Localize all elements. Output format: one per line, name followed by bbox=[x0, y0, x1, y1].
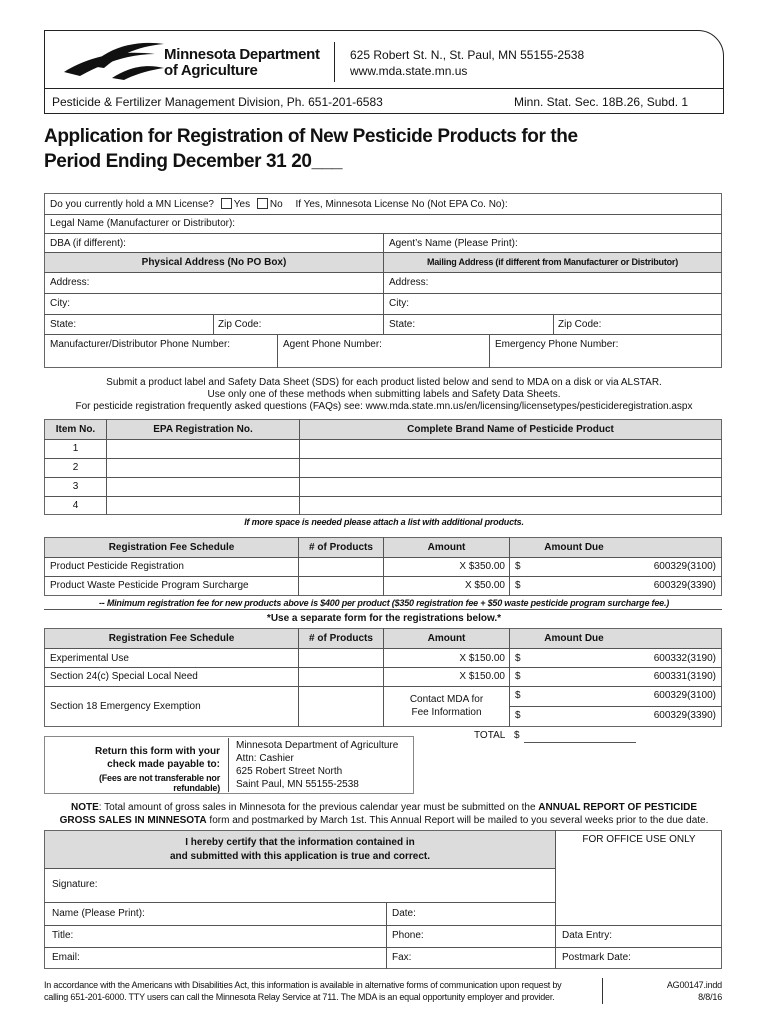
separate-form-note: *Use a separate form for the registrations below.* bbox=[266, 613, 502, 624]
physical-zip-field[interactable]: Zip Code: bbox=[218, 319, 262, 330]
fees2-row1-dollar[interactable]: $ bbox=[515, 653, 521, 664]
ada-statement-line-2: calling 651-201-6000. TTY users can call the Minnesota Relay Service at 711. The MDA is an equal opportunity employer and provider. bbox=[44, 992, 555, 1002]
statute-line: Minn. Stat. Sec. 18B.26, Subd. 1 bbox=[514, 95, 689, 109]
mailing-city-field[interactable]: City: bbox=[389, 298, 409, 309]
fees1-header-count: # of Products bbox=[309, 542, 373, 553]
fees2-header-count: # of Products bbox=[309, 633, 373, 644]
print-name-field[interactable]: Name (Please Print): bbox=[52, 908, 145, 919]
fees1-row1-amount: X $350.00 bbox=[459, 561, 505, 572]
section18-contact: Contact MDA for Fee Information bbox=[409, 694, 484, 718]
payable-address-3: 625 Robert Street North bbox=[236, 766, 343, 777]
note-bold-2: GROSS SALES IN MINNESOTA bbox=[59, 815, 207, 826]
certify-line-1: I hereby certify that the information contained in bbox=[185, 837, 415, 848]
fees2-header-schedule: Registration Fee Schedule bbox=[108, 633, 235, 644]
total-label: TOTAL bbox=[474, 730, 506, 741]
total-dollar: $ bbox=[514, 730, 520, 741]
fees2-header-amount: Amount bbox=[427, 633, 466, 644]
license-no-label: No bbox=[269, 199, 283, 210]
fees1-row2-amount: X $50.00 bbox=[464, 580, 505, 591]
fees2-header-due: Amount Due bbox=[544, 633, 604, 644]
product-row-1-num: 1 bbox=[72, 443, 79, 454]
phone-field[interactable]: Phone: bbox=[392, 930, 424, 941]
form-date: 8/8/16 bbox=[698, 992, 722, 1002]
note-text-1: : Total amount of gross sales in Minnesota for the previous calendar year must be submitted on the bbox=[98, 802, 539, 813]
agent-phone-field[interactable]: Agent Phone Number: bbox=[283, 339, 382, 350]
mda-address: 625 Robert St. N., St. Paul, MN 55155-2538 bbox=[350, 48, 585, 62]
mailing-zip-field[interactable]: Zip Code: bbox=[558, 319, 602, 330]
title-field[interactable]: Title: bbox=[52, 930, 74, 941]
email-field[interactable]: Email: bbox=[52, 952, 80, 963]
payable-address-4: Saint Paul, MN 55155-2538 bbox=[236, 779, 359, 790]
fees1-row2-label: Product Waste Pesticide Program Surcharge bbox=[50, 580, 249, 591]
physical-state-field[interactable]: State: bbox=[50, 319, 77, 330]
instruction-line-1: Submit a product label and Safety Data Sheet (SDS) for each product listed below and send to MDA on a disk or via ALSTAR. bbox=[106, 377, 662, 388]
payable-line-3: (Fees are not transferable nor refundable) bbox=[98, 773, 220, 793]
form-title-line1: Application for Registration of New Pesticide Products for the bbox=[44, 126, 578, 147]
fees1-header-amount: Amount bbox=[427, 542, 466, 553]
products-more-space-note: If more space is needed please attach a list with additional products. bbox=[244, 517, 524, 527]
section18-label: Section 18 Emergency Exemption bbox=[50, 701, 201, 712]
ada-statement-line-1: In accordance with the Americans with Disabilities Act, this information is available in alternative forms of communication upon request by bbox=[44, 980, 562, 990]
license-yes-label: Yes bbox=[233, 199, 251, 210]
section18-dollar-1[interactable]: $ bbox=[515, 690, 521, 701]
product-row-3-num: 3 bbox=[72, 481, 79, 492]
emergency-phone-field[interactable]: Emergency Phone Number: bbox=[495, 339, 619, 350]
date-field[interactable]: Date: bbox=[392, 908, 416, 919]
legal-name-label[interactable]: Legal Name (Manufacturer or Distributor): bbox=[50, 218, 236, 229]
products-header-item: Item No. bbox=[55, 424, 96, 435]
fees1-header-schedule: Registration Fee Schedule bbox=[108, 542, 235, 553]
fees1-header-due: Amount Due bbox=[544, 542, 604, 553]
section18-code-2: 600329(3390) bbox=[653, 710, 716, 721]
postmark-date-field[interactable]: Postmark Date: bbox=[562, 952, 631, 963]
license-yes-checkbox[interactable] bbox=[221, 198, 232, 209]
fees2-row2-amount: X $150.00 bbox=[459, 671, 505, 682]
fees2-row1-amount: X $150.00 bbox=[459, 653, 505, 664]
fees2-row2-code: 600331(3190) bbox=[653, 671, 716, 682]
form-code: AG00147.indd bbox=[666, 980, 722, 990]
physical-address-header: Physical Address (No PO Box) bbox=[141, 257, 287, 268]
signature-field[interactable]: Signature: bbox=[52, 879, 98, 890]
form-title-line2: Period Ending December 31 20___ bbox=[44, 151, 343, 172]
products-header-brand: Complete Brand Name of Pesticide Product bbox=[407, 424, 614, 435]
mda-logo bbox=[60, 38, 320, 82]
note-text-2: form and postmarked by March 1st. This Annual Report will be mailed to you several weeks prior to the due date. bbox=[206, 815, 709, 826]
certify-line-2: and submitted with this application is true and correct. bbox=[169, 851, 431, 862]
mfr-phone-field[interactable]: Manufacturer/Distributor Phone Number: bbox=[50, 339, 231, 350]
mda-website: www.mda.state.mn.us bbox=[350, 64, 468, 78]
license-number-label: If Yes, Minnesota License No (Not EPA Co. No): bbox=[295, 199, 508, 210]
product-row-4-num: 4 bbox=[72, 500, 79, 511]
minimum-fee-note: -- Minimum registration fee for new products above is $400 per product ($350 registration fee + $50 waste pesticide program surcharge fee.) bbox=[98, 598, 670, 608]
instruction-line-3: For pesticide registration frequently asked questions (FAQs) see: www.mda.state.mn.us/en/licensing/licensetypes/pesticideregistration.aspx bbox=[75, 401, 693, 412]
org-name-line1: Minnesota Department bbox=[164, 46, 320, 63]
office-use-label: FOR OFFICE USE ONLY bbox=[582, 834, 696, 845]
payable-line-1: Return this form with your bbox=[95, 746, 220, 757]
payable-address-1: Minnesota Department of Agriculture bbox=[236, 740, 399, 751]
section18-code-1: 600329(3100) bbox=[653, 690, 716, 701]
mailing-address-field[interactable]: Address: bbox=[389, 277, 429, 288]
agent-name-label[interactable]: Agent’s Name (Please Print): bbox=[389, 238, 518, 249]
fees1-row1-label: Product Pesticide Registration bbox=[50, 561, 184, 572]
total-field[interactable] bbox=[524, 742, 636, 743]
payable-address-2: Attn: Cashier bbox=[236, 753, 294, 764]
note-bold-1: ANNUAL REPORT OF PESTICIDE bbox=[538, 802, 697, 813]
dba-label[interactable]: DBA (if different): bbox=[50, 238, 126, 249]
fees2-row1-label: Experimental Use bbox=[50, 653, 129, 664]
fees2-row2-label: Section 24(c) Special Local Need bbox=[50, 671, 198, 682]
physical-city-field[interactable]: City: bbox=[50, 298, 70, 309]
fees1-row1-dollar[interactable]: $ bbox=[515, 561, 521, 572]
division-line: Pesticide & Fertilizer Management Division, Ph. 651-201-6583 bbox=[52, 95, 383, 109]
fees2-row1-code: 600332(3190) bbox=[653, 653, 716, 664]
fees1-row2-dollar[interactable]: $ bbox=[515, 580, 521, 591]
fees1-row2-code: 600329(3390) bbox=[653, 580, 716, 591]
payable-line-2: check made payable to: bbox=[107, 759, 220, 770]
mda-logo-icon bbox=[60, 38, 170, 82]
license-question-row bbox=[50, 198, 508, 212]
data-entry-field[interactable]: Data Entry: bbox=[562, 930, 613, 941]
license-no-checkbox[interactable] bbox=[257, 198, 268, 209]
org-name-line2: of Agriculture bbox=[164, 62, 258, 79]
annual-report-note bbox=[44, 801, 724, 827]
products-header-epa: EPA Registration No. bbox=[153, 424, 253, 435]
fees2-row2-dollar[interactable]: $ bbox=[515, 671, 521, 682]
physical-address-field[interactable]: Address: bbox=[50, 277, 90, 288]
note-lead: NOTE bbox=[71, 802, 99, 813]
product-row-2-num: 2 bbox=[72, 462, 79, 473]
license-question: Do you currently hold a MN License? bbox=[50, 199, 214, 210]
section18-dollar-2[interactable]: $ bbox=[515, 710, 521, 721]
mailing-state-field[interactable]: State: bbox=[389, 319, 416, 330]
fax-field[interactable]: Fax: bbox=[392, 952, 412, 963]
mailing-address-header: Mailing Address (if different from Manufacturer or Distributor) bbox=[426, 257, 679, 267]
fees1-row1-code: 600329(3100) bbox=[653, 561, 716, 572]
instruction-line-2: Use only one of these methods when submitting labels and Safety Data Sheets. bbox=[207, 389, 561, 400]
